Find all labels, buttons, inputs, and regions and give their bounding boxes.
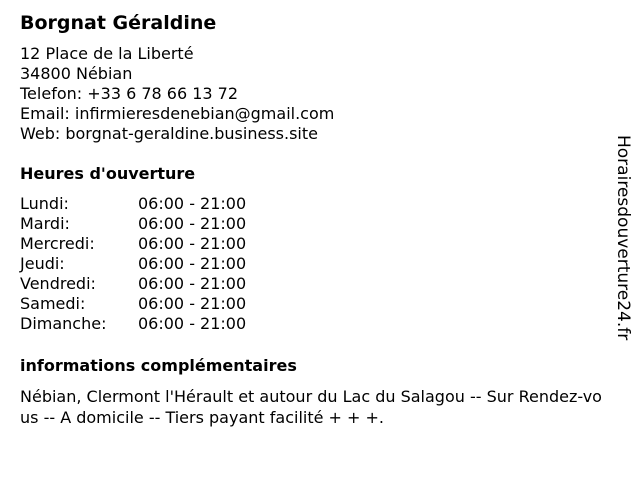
business-card <box>20 10 610 428</box>
day-label: Lundi: <box>20 194 69 213</box>
time-range: 06:00 - 21:00 <box>138 314 247 333</box>
day-label: Dimanche: <box>20 314 107 333</box>
time-range: 06:00 - 21:00 <box>138 274 247 293</box>
day-label: Mercredi: <box>20 234 95 253</box>
email-line: Email: infirmieresdenebian@gmail.com <box>20 104 335 123</box>
hours-row-tuesday <box>20 214 246 234</box>
additional-info-heading: informations complémentaires <box>20 356 297 375</box>
hours-row-thursday <box>20 254 246 274</box>
opening-hours-heading: Heures d'ouverture <box>20 164 196 183</box>
day-label: Vendredi: <box>20 274 96 293</box>
time-range: 06:00 - 21:00 <box>138 294 247 313</box>
hours-row-sunday <box>20 314 246 334</box>
time-range: 06:00 - 21:00 <box>138 234 247 253</box>
opening-hours-table <box>20 194 246 334</box>
time-range: 06:00 - 21:00 <box>138 214 247 233</box>
additional-info-text: Nébian, Clermont l'Hérault et autour du Lac du Salagou -- Sur Rendez-vous -- A domicile -- Tiers payant facilité + + +. <box>20 387 602 427</box>
hours-row-wednesday <box>20 234 246 254</box>
day-label: Mardi: <box>20 214 70 233</box>
address-street: 12 Place de la Liberté <box>20 44 194 63</box>
day-label: Jeudi: <box>20 254 65 273</box>
phone-line: Telefon: +33 6 78 66 13 72 <box>20 84 239 103</box>
hours-row-friday <box>20 274 246 294</box>
site-watermark: Horairesdouverture24.fr <box>613 135 633 341</box>
time-range: 06:00 - 21:00 <box>138 254 247 273</box>
hours-row-saturday <box>20 294 246 314</box>
hours-row-monday <box>20 194 246 214</box>
day-label: Samedi: <box>20 294 86 313</box>
time-range: 06:00 - 21:00 <box>138 194 247 213</box>
address-city: 34800 Nébian <box>20 64 133 83</box>
business-name: Borgnat Géraldine <box>20 12 217 34</box>
web-line: Web: borgnat-geraldine.business.site <box>20 124 318 143</box>
